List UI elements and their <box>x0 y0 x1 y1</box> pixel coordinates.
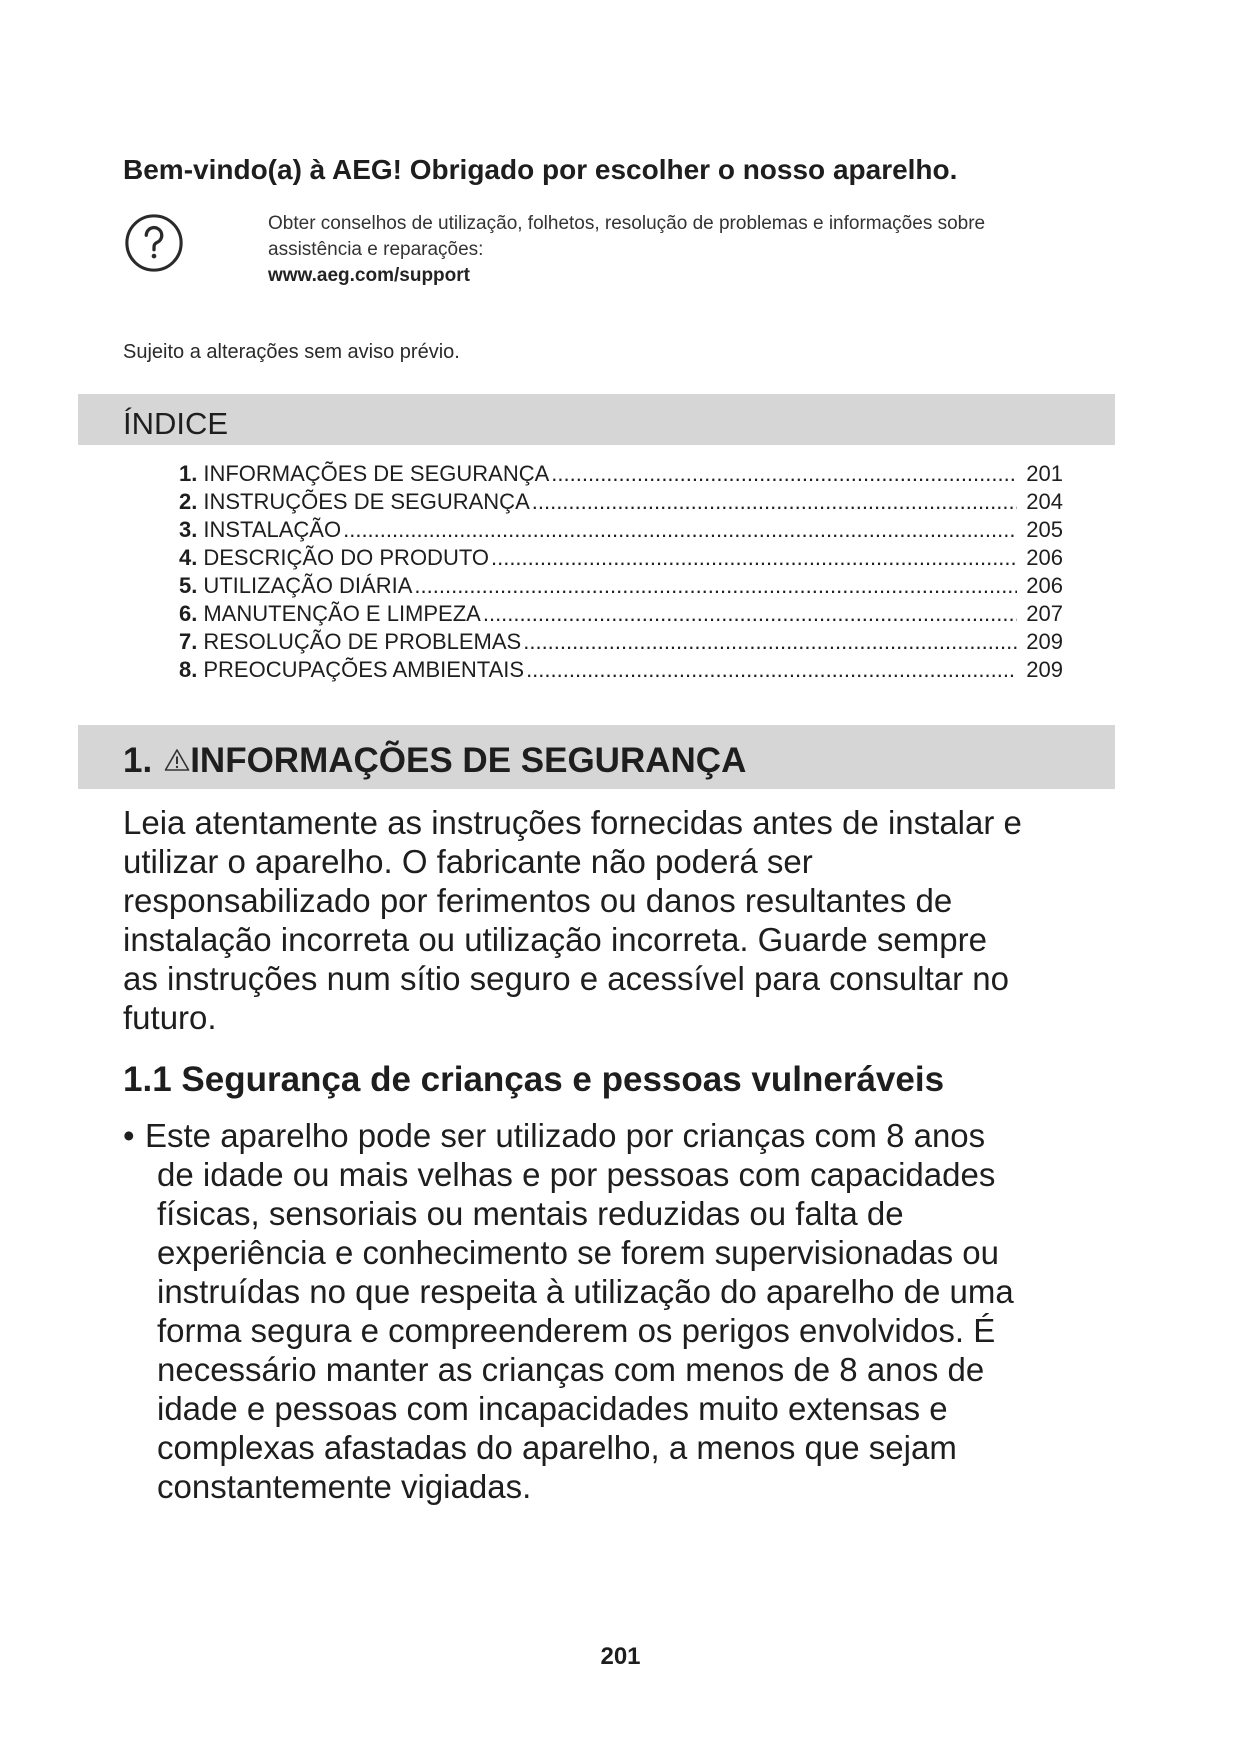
toc-item-label: UTILIZAÇÃO DIÁRIA <box>203 573 413 598</box>
bullet-marker: • <box>123 1117 135 1154</box>
bullet-line: de idade ou mais velhas e por pessoas com capacidades <box>157 1156 996 1193</box>
toc-item-label: RESOLUÇÃO DE PROBLEMAS <box>203 629 522 654</box>
toc-item-label: INFORMAÇÕES DE SEGURANÇA <box>203 461 550 486</box>
bullet-item <box>123 1116 1014 1506</box>
toc-item <box>179 656 1063 684</box>
toc-item-label: MANUTENÇÃO E LIMPEZA <box>203 601 481 626</box>
section-title: INFORMAÇÕES DE SEGURANÇA <box>190 741 747 780</box>
toc-item-number: 6. <box>179 601 198 626</box>
bullet-line: experiência e conhecimento se forem supervisionadas ou <box>157 1234 999 1271</box>
bullet-line: constantemente vigiadas. <box>157 1468 532 1505</box>
table-of-contents <box>179 460 1063 684</box>
toc-item-page: 207 <box>1026 601 1063 626</box>
toc-leader-dots <box>343 516 1017 544</box>
toc-item-number: 1. <box>179 461 198 486</box>
toc-item-page: 209 <box>1026 657 1063 682</box>
toc-item <box>179 460 1063 488</box>
toc-item-page: 206 <box>1026 573 1063 598</box>
toc-item-page: 205 <box>1026 517 1063 542</box>
section-number: 1. <box>123 741 153 780</box>
bullet-line: Este aparelho pode ser utilizado por crianças com 8 anos <box>145 1117 986 1154</box>
support-text-line: assistência e reparações: <box>268 239 484 260</box>
toc-item-number: 4. <box>179 545 198 570</box>
toc-leader-dots <box>483 600 1017 628</box>
bullet-line: instruídas no que respeita à utilização do aparelho de uma <box>157 1273 1014 1310</box>
toc-item-label: INSTALAÇÃO <box>203 517 342 542</box>
toc-leader-dots <box>526 656 1017 684</box>
toc-leader-dots <box>532 488 1017 516</box>
bullet-line: forma segura e compreenderem os perigos envolvidos. É <box>157 1312 996 1349</box>
bullet-line: físicas, sensoriais ou mentais reduzidas ou falta de <box>157 1195 904 1232</box>
toc-item-number: 7. <box>179 629 198 654</box>
toc-item-number: 3. <box>179 517 198 542</box>
toc-item-number: 2. <box>179 489 198 514</box>
toc-item-page: 206 <box>1026 545 1063 570</box>
support-info <box>268 211 985 289</box>
page-number: 201 <box>600 1643 641 1670</box>
toc-item-number: 5. <box>179 573 198 598</box>
toc-item-page: 201 <box>1026 461 1063 486</box>
toc-leader-dots <box>523 628 1017 656</box>
bullet-line: idade e pessoas com incapacidades muito extensas e <box>157 1390 948 1427</box>
support-url: www.aeg.com/support <box>268 265 470 286</box>
paragraph-line: responsabilizado por ferimentos ou danos resultantes de <box>123 882 953 919</box>
section-header-band <box>78 725 1115 789</box>
subsection-title: 1.1 Segurança de crianças e pessoas vulneráveis <box>123 1060 945 1099</box>
toc-item-page: 209 <box>1026 629 1063 654</box>
toc-leader-dots <box>551 460 1017 488</box>
paragraph-line: Leia atentamente as instruções fornecidas antes de instalar e <box>123 804 1022 841</box>
change-notice: Sujeito a alterações sem aviso prévio. <box>123 341 460 363</box>
toc-header-band <box>78 394 1115 445</box>
toc-item <box>179 600 1063 628</box>
bullet-line: necessário manter as crianças com menos de 8 anos de <box>157 1351 985 1388</box>
welcome-title: Bem-vindo(a) à AEG! Obrigado por escolher o nosso aparelho. <box>123 154 958 185</box>
toc-item <box>179 572 1063 600</box>
toc-item-page: 204 <box>1026 489 1063 514</box>
toc-item-label: INSTRUÇÕES DE SEGURANÇA <box>203 489 530 514</box>
toc-item <box>179 516 1063 544</box>
paragraph-line: futuro. <box>123 999 217 1036</box>
paragraph-line: instalação incorreta ou utilização incorreta. Guarde sempre <box>123 921 987 958</box>
toc-leader-dots <box>491 544 1017 572</box>
safety-intro-paragraph <box>123 803 1022 1037</box>
toc-item-label: PREOCUPAÇÕES AMBIENTAIS <box>203 657 525 682</box>
support-text-line: Obter conselhos de utilização, folhetos, resolução de problemas e informações sobre <box>268 213 986 234</box>
question-icon <box>123 212 185 274</box>
toc-item-number: 8. <box>179 657 198 682</box>
bullet-line: complexas afastadas do aparelho, a menos que sejam <box>157 1429 957 1466</box>
toc-item <box>179 544 1063 572</box>
toc-title: ÍNDICE <box>123 406 229 441</box>
paragraph-line: utilizar o aparelho. O fabricante não poderá ser <box>123 843 813 880</box>
paragraph-line: as instruções num sítio seguro e acessível para consultar no <box>123 960 1009 997</box>
toc-item-label: DESCRIÇÃO DO PRODUTO <box>203 545 489 570</box>
toc-item <box>179 628 1063 656</box>
toc-item <box>179 488 1063 516</box>
toc-leader-dots <box>414 572 1017 600</box>
warning-icon <box>164 743 190 767</box>
